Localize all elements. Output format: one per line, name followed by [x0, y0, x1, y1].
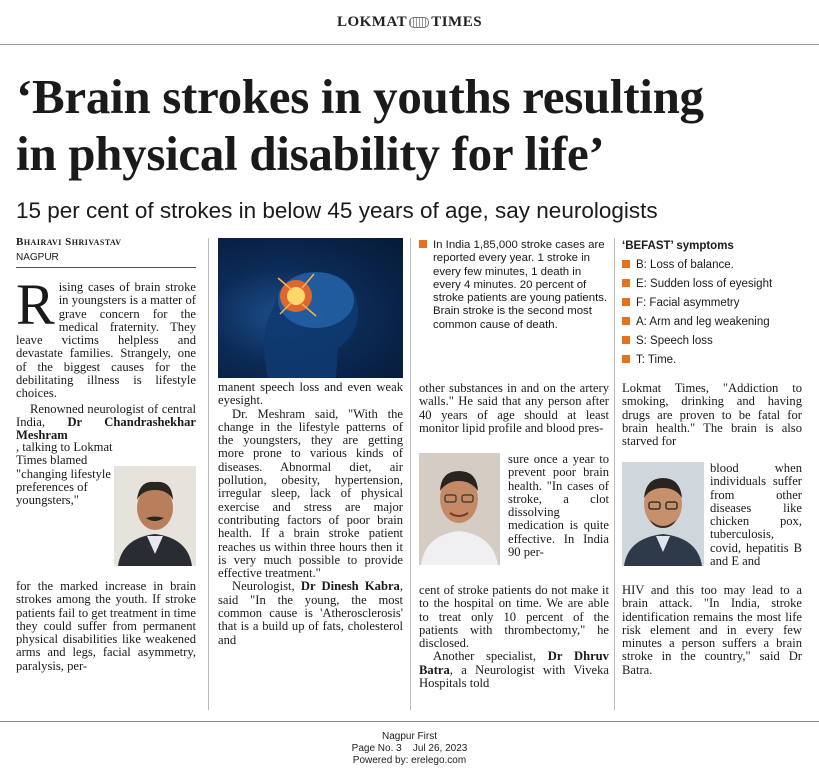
column-divider: [614, 238, 615, 710]
col1-para-2-wrap: , talking to Lokmat Times blamed "changing lifestyle preferences of youngsters,": [16, 440, 113, 508]
befast-item: B: Loss of balance.: [622, 259, 734, 271]
column-1-top: [16, 272, 196, 443]
col3-para-1-end: cent of stroke patients do not make it to the hospital on time. We are able to treat only 10 percent of the patients with thrombectomy," he disclosed.: [419, 583, 609, 651]
emblem-icon: [409, 17, 429, 28]
orange-square-bullet-icon: [622, 336, 630, 344]
headline-line-2: in physical disability for life’: [16, 126, 605, 181]
column-4-top: [622, 382, 802, 448]
name-meshram: Dr Chandrashekhar Meshram: [16, 414, 196, 443]
name-kabra: Dr Dinesh Kabra: [300, 579, 400, 594]
befast-item: S: Speech loss: [622, 335, 713, 347]
masthead-left: LOKMAT: [336, 14, 408, 30]
byline-author: Bhairavi Shrivastav: [16, 236, 122, 248]
subheadline: 15 per cent of strokes in below 45 years of age, say neurologists: [16, 198, 658, 223]
orange-square-bullet-icon: [622, 260, 630, 268]
byline-place: NAGPUR: [16, 252, 59, 263]
name-batra: Dr Dhruv Batra: [419, 649, 609, 677]
column-3-top: [419, 382, 609, 435]
col2-para-3-end: , said "In the young, the most common cause is 'Atherosclerosis' that is a build up of fats, cholesterol and: [218, 579, 403, 647]
photo-dr-batra: [622, 462, 704, 566]
stat-bullet-text: In India 1,85,000 stroke cases are reported every year. 1 stroke in every few minutes, 1 death in every 4 minutes. 20 percent of stroke patients are young patients. Brain stroke is the second most common cause of death.: [433, 239, 608, 331]
befast-item: E: Sudden loss of eyesight: [622, 278, 772, 290]
column-4-wrap: [710, 462, 802, 568]
orange-square-bullet-icon: [622, 355, 630, 363]
orange-square-bullet-icon: [622, 279, 630, 287]
col3-para-1-wrap: sure once a year to prevent poor brain health. "In cases of stroke, a clot dissolving medication is quite effective. In India 90 per-: [508, 452, 609, 560]
col4-para-1-end: HIV and this too may lead to a brain attack. "In India, stroke identification remains the most life risk element and in every few minutes a person suffers a brain stroke in the country," said Dr Batra.: [622, 583, 802, 677]
col1-para-1: ising cases of brain stroke in youngsters is a matter of grave concern for the medical fraternity. They leave victims helpless and devastate families. Strangely, one of the biggest causes for the debilitating illness is lifestyle choices.: [16, 280, 196, 401]
column-3-bottom: [419, 584, 609, 690]
photo-dr-meshram: [114, 466, 196, 566]
drop-cap: R: [16, 272, 55, 337]
column-1-bottom: [16, 580, 196, 673]
headline-line-1: ‘Brain strokes in youths resulting: [16, 69, 704, 124]
befast-item: F: Facial asymmetry: [622, 297, 740, 309]
befast-item: T: Time.: [622, 354, 676, 366]
col3-para-2-end: , a Neurologist with Viveka Hospitals told: [419, 662, 609, 691]
col4-para-1-wrap: blood when individuals suffer from other diseases like chicken pox, tuberculosis, covid, hepatitis B and E and: [710, 461, 802, 569]
footer-date: Jul 26, 2023: [412, 743, 468, 754]
footer-page: Page No. 3: [351, 743, 402, 754]
bottom-divider: [0, 721, 819, 722]
col3-para-2-start: Another specialist,: [433, 649, 537, 664]
masthead: [0, 14, 819, 31]
col2-para-1: manent speech loss and even weak eyesight.: [218, 380, 403, 408]
col1-para-2-end: for the marked increase in brain strokes among the youth. If stroke patients fail to get treatment in time they could suffer from permanent physical disabilities like weakened arms and legs, facial asymmetry, paralysis, per-: [16, 579, 196, 673]
headline: [16, 68, 811, 182]
masthead-right: TIMES: [431, 14, 483, 30]
column-1-wrap: [16, 441, 114, 507]
befast-item: A: Arm and leg weakening: [622, 316, 770, 328]
befast-title: ‘BEFAST’ symptoms: [622, 240, 734, 252]
orange-square-bullet-icon: [622, 298, 630, 306]
footer-edition: Nagpur First: [381, 731, 437, 742]
footer-powered: Powered by: erelego.com: [352, 755, 467, 766]
col3-para-1: other substances in and on the artery walls." He said that any person after 40 years of age should at least monitor lipid profile and blood pres-: [419, 381, 609, 435]
col1-para-2-start: Renowned neurologist of central India,: [16, 401, 196, 429]
byline-divider: [16, 267, 196, 268]
top-divider: [0, 44, 819, 45]
col2-para-3-start: Neurologist,: [232, 579, 295, 594]
brain-illustration: [218, 238, 403, 378]
stat-bullet: [419, 239, 609, 332]
photo-dr-kabra: [419, 453, 500, 565]
footer-page-date: [0, 743, 819, 754]
col2-para-2: Dr. Meshram said, "With the change in the lifestyle patterns of the youngsters, they are getting more prone to various kinds of diseases. Abnormal diet, air pollution, obesity, hypertension, irregular sleep, lack of physical exercise and stress are major contributing factors of poor brain health. If a brain stroke patient reaches us within three hours then it is very much possible to provide effective treatment.": [218, 406, 403, 581]
column-divider: [410, 238, 411, 710]
orange-square-bullet-icon: [419, 240, 427, 248]
column-3-wrap: [508, 453, 609, 559]
col4-para-1: Lokmat Times, "Addiction to smoking, drinking and having drugs are proven to be fatal for brain health." The brain is also starved for: [622, 381, 802, 449]
orange-square-bullet-icon: [622, 317, 630, 325]
column-2: [218, 381, 403, 647]
column-divider: [208, 238, 209, 710]
column-4-bottom: [622, 584, 802, 677]
